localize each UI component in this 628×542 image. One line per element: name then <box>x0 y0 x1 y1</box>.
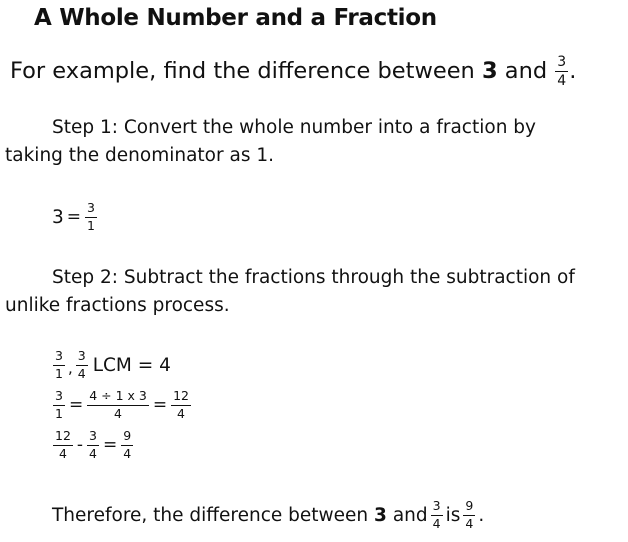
fraction-numerator: 4 ÷ 1 x 3 <box>89 388 147 403</box>
conclusion-fraction <box>432 500 442 530</box>
step1-line1: Step 1: Convert the whole number into a fraction by <box>52 117 536 138</box>
conclusion-joiner: and <box>392 504 428 526</box>
fraction-denominator: 4 <box>77 365 86 381</box>
fraction-denominator: 4 <box>171 405 191 421</box>
lcm-fraction-2 <box>77 350 87 380</box>
fraction-numerator: 12 <box>173 388 189 403</box>
lcm-text: LCM = 4 <box>92 354 171 376</box>
equals-sign: = <box>68 395 84 415</box>
fraction-denominator: 4 <box>465 515 474 531</box>
minus-sign: - <box>76 435 84 455</box>
fraction-denominator: 4 <box>89 445 97 461</box>
fraction-numerator: 3 <box>89 428 97 443</box>
fraction-numerator: 3 <box>432 498 441 513</box>
convert-result <box>172 390 190 420</box>
lcm-fraction-1 <box>54 350 64 380</box>
fraction-denominator: 1 <box>55 405 63 421</box>
intro-fraction <box>556 55 567 88</box>
fraction-numerator: 3 <box>55 348 63 363</box>
subtract-fraction-a <box>54 430 72 460</box>
conclusion-whole-number: 3 <box>374 504 387 526</box>
equals-sign: = <box>103 435 118 455</box>
conclusion-result <box>464 500 474 530</box>
eq-whole: 3 <box>52 206 64 228</box>
fraction-numerator: 12 <box>55 428 71 443</box>
fraction-numerator: 9 <box>123 428 132 443</box>
eq-fraction <box>86 202 96 232</box>
fraction-numerator: 3 <box>77 348 86 363</box>
fraction-denominator: 4 <box>123 445 132 461</box>
convert-fraction-1 <box>54 390 64 420</box>
step2-line1: Step 2: Subtract the fractions through the subtraction of <box>52 267 575 288</box>
eq-sign: = <box>66 207 82 227</box>
fraction-denominator: 4 <box>53 445 73 461</box>
intro-suffix: . <box>569 58 577 84</box>
fraction-numerator: 3 <box>557 54 567 70</box>
step1-line2: taking the denominator as 1. <box>5 145 274 166</box>
fraction-denominator: 4 <box>432 515 441 531</box>
intro-sentence <box>10 55 576 88</box>
subtract-result <box>122 430 132 460</box>
intro-prefix: For example, find the difference between <box>10 58 475 84</box>
conclusion-prefix: Therefore, the difference between <box>52 504 369 526</box>
convert-expression <box>88 390 148 420</box>
fraction-numerator: 9 <box>465 498 474 513</box>
conclusion-suffix: . <box>478 504 485 526</box>
fraction-denominator: 4 <box>87 405 149 421</box>
equals-sign: = <box>152 395 168 415</box>
fraction-numerator: 3 <box>55 388 63 403</box>
step2-line2: unlike fractions process. <box>5 295 230 316</box>
lcm-row <box>52 350 171 380</box>
step1-equation <box>52 202 98 232</box>
subtract-row <box>52 430 134 460</box>
lcm-comma: , <box>67 359 73 377</box>
fraction-denominator: 1 <box>55 365 63 381</box>
fraction-denominator: 1 <box>87 217 95 233</box>
subtract-fraction-b <box>88 430 98 460</box>
conclusion-is: is <box>445 504 461 526</box>
conclusion-sentence <box>52 500 484 530</box>
fraction-denominator: 4 <box>557 73 567 89</box>
fraction-numerator: 3 <box>87 200 95 215</box>
convert-row <box>52 390 192 420</box>
page-title: A Whole Number and a Fraction <box>34 5 437 31</box>
intro-whole-number: 3 <box>481 58 498 84</box>
intro-joiner: and <box>504 58 548 84</box>
